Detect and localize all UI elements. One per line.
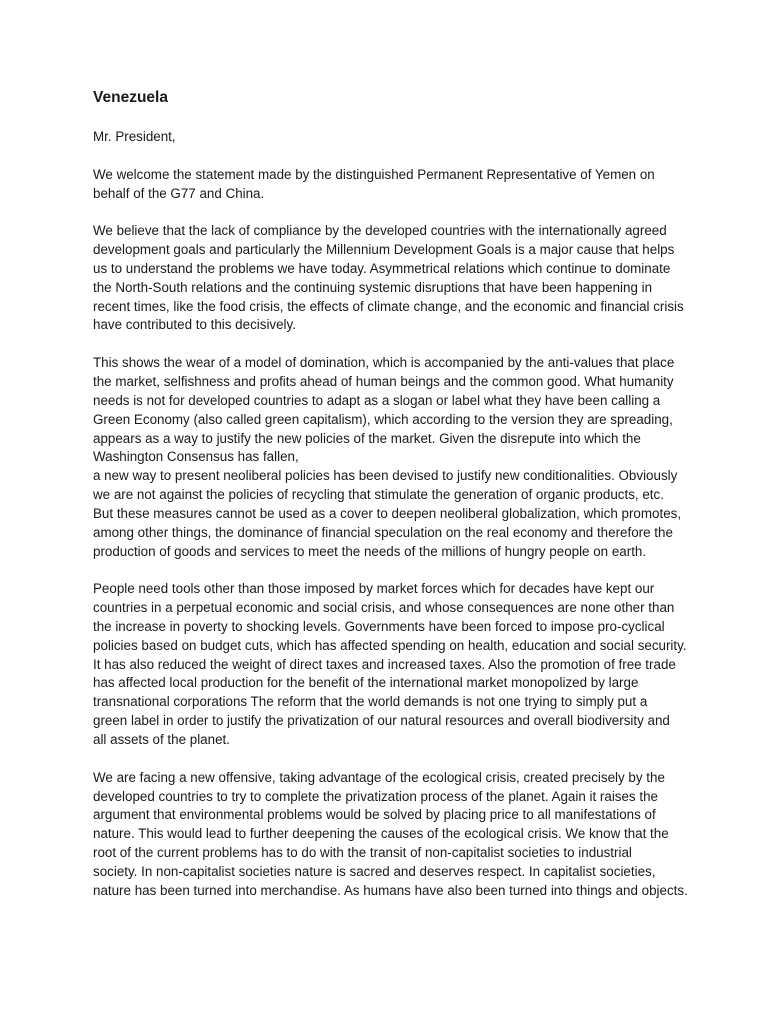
- paragraph-line: development goals and particularly the Millennium Development Goals is a major cause that helps: [93, 242, 675, 258]
- paragraph-line: Washington Consensus has fallen,: [93, 449, 299, 465]
- paragraph-line: the North-South relations and the continuing systemic disruptions that have been happening in: [93, 279, 653, 295]
- paragraph-line: developed countries to try to complete the privatization process of the planet. Again it raises the: [93, 788, 658, 804]
- paragraph-line: society. In non-capitalist societies nature is sacred and deserves respect. In capitalist societies,: [93, 863, 656, 879]
- paragraph-salutation: [93, 128, 678, 147]
- paragraph-line: policies based on budget cuts, which has affected spending on health, education and social security.: [93, 637, 687, 653]
- paragraph-line: Green Economy (also called green capitalism), which according to the version they are spreading,: [93, 411, 673, 427]
- paragraph-line: This shows the wear of a model of domination, which is accompanied by the anti-values that place: [93, 355, 675, 371]
- paragraph-line: have contributed to this decisively.: [93, 317, 296, 333]
- paragraph-line: Mr. President,: [93, 129, 176, 144]
- paragraph-domination: [93, 354, 682, 561]
- paragraph-line: We are facing a new offensive, taking advantage of the ecological crisis, created precisely by the: [93, 769, 665, 785]
- paragraph-line: a new way to present neoliberal policies has been devised to justify new conditionalities. Obviously: [93, 468, 678, 484]
- paragraph-line: People need tools other than those imposed by market forces which for decades have kept our: [93, 581, 655, 597]
- paragraph-line: recent times, like the food crisis, the effects of climate change, and the economic and financial crisis: [93, 298, 684, 314]
- paragraph-line: appears as a way to justify the new policies of the market. Given the disrepute into which the: [93, 430, 641, 446]
- paragraph-line: We believe that the lack of compliance by the developed countries with the internationally agreed: [93, 223, 667, 239]
- paragraph-people-need-tools: [93, 580, 687, 750]
- paragraph-line: But these measures cannot be used as a cover to deepen neoliberal globalization, which promotes,: [93, 505, 682, 521]
- paragraph-line: It has also reduced the weight of direct taxes and increased taxes. Also the promotion of free trade: [93, 656, 676, 672]
- document-body: [93, 86, 688, 919]
- paragraph-line: us to understand the problems we have today. Asymmetrical relations which continue to dominate: [93, 260, 671, 276]
- paragraph-line: We welcome the statement made by the distinguished Permanent Representative of Yemen on: [93, 166, 655, 182]
- document-title: Venezuela: [93, 89, 168, 106]
- paragraph-line: green label in order to justify the privatization of our natural resources and overall biodiversity and: [93, 713, 670, 729]
- paragraph-line: nature has been turned into merchandise. As humans have also been turned into things and objects.: [93, 882, 688, 898]
- paragraph-line: needs is not for developed countries to adapt as a slogan or label what they have been calling a: [93, 392, 661, 408]
- paragraph-line: behalf of the G77 and China.: [93, 185, 265, 201]
- paragraph-new-offensive: [93, 769, 688, 901]
- paragraph-line: we are not against the policies of recycling that stimulate the generation of organic products, etc.: [93, 487, 664, 503]
- paragraph-line: argument that environmental problems would be solved by placing price to all manifestations of: [93, 807, 656, 823]
- paragraph-line: all assets of the planet.: [93, 732, 230, 747]
- paragraph-line: nature. This would lead to further deepening the causes of the ecological crisis. We know that the: [93, 826, 669, 842]
- paragraph-line: transnational corporations The reform that the world demands is not one trying to simply put a: [93, 694, 648, 710]
- paragraph-line: the market, selfishness and profits ahead of human beings and the common good. What humanity: [93, 373, 674, 389]
- paragraph-welcome: [93, 166, 678, 204]
- paragraph-line: production of goods and services to meet the needs of the millions of hungry people on earth.: [93, 543, 647, 559]
- paragraph-line: has affected local production for the benefit of the international market monopolized by large: [93, 675, 639, 691]
- paragraph-compliance: [93, 222, 684, 335]
- paragraph-line: countries in a perpetual economic and social crisis, and whose consequences are none other than: [93, 600, 675, 616]
- paragraph-line: root of the current problems has to do with the transit of non-capitalist societies to industrial: [93, 845, 632, 861]
- paragraph-line: among other things, the dominance of financial speculation on the real economy and therefore the: [93, 524, 673, 540]
- paragraph-line: the increase in poverty to shocking levels. Governments have been forced to impose pro-cyclical: [93, 618, 665, 634]
